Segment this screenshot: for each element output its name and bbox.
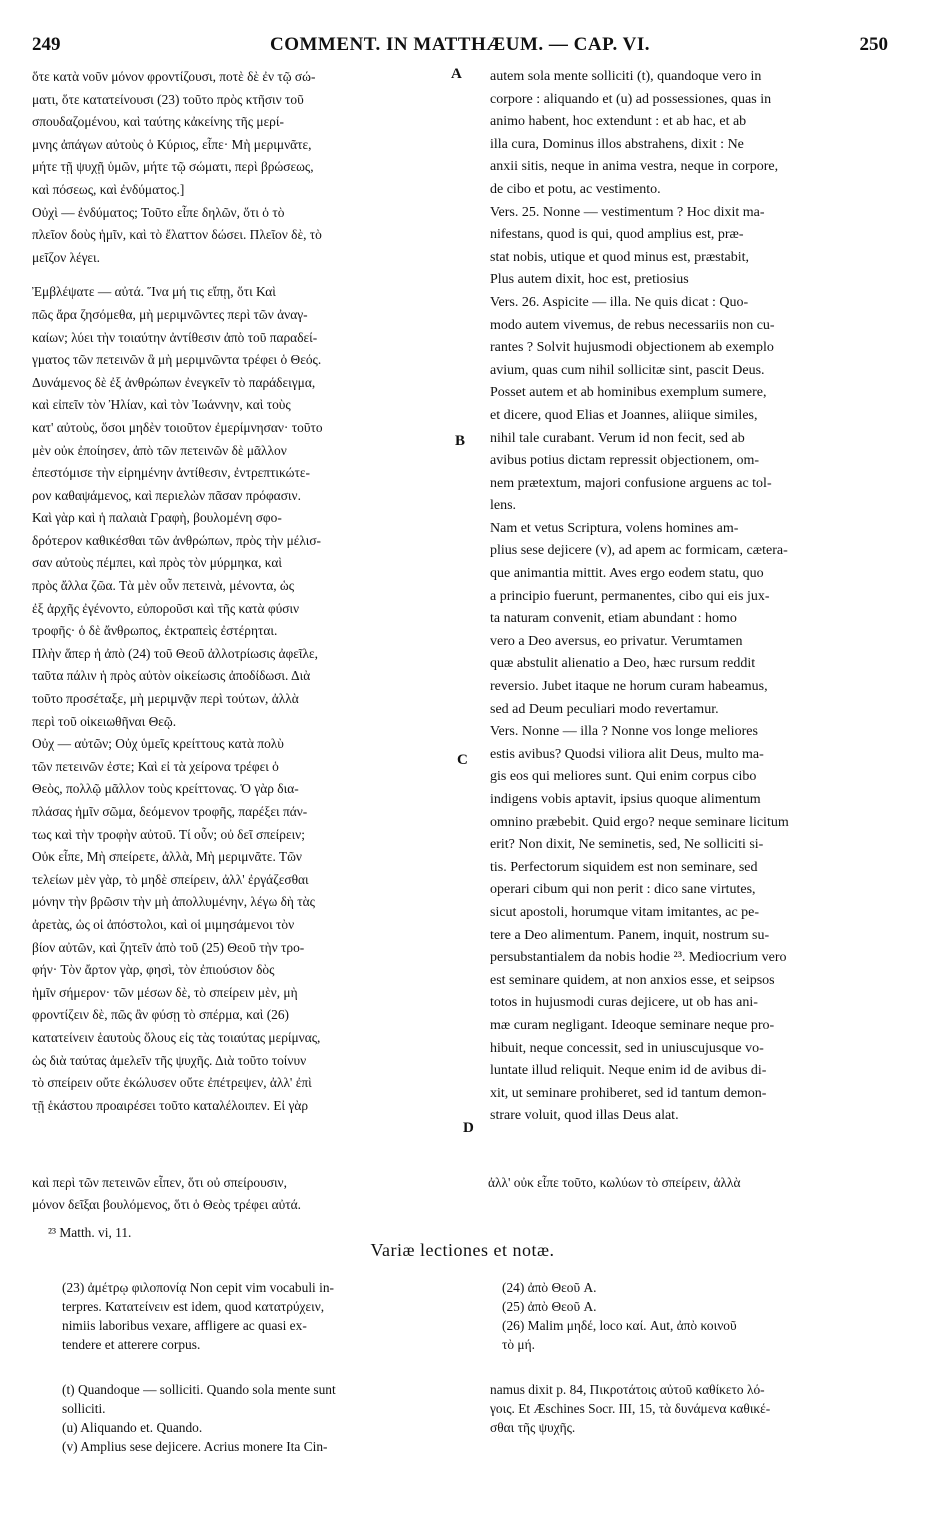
latin-line: estis avibus? Quodsi viliora alit Deus, multo ma-	[490, 746, 764, 762]
note-24: (24) ἀπὸ Θεοῦ A.	[502, 1280, 597, 1295]
latin-line: Vers. 26. Aspicite — illa. Ne quis dicat : Quo-	[490, 294, 749, 310]
greek-line: καὶ εἰπεῖν τὸν Ἠλίαν, καὶ τὸν Ἰωάννην, καὶ τοὺς	[32, 397, 291, 413]
latin-line: avibus potius dictam repressit objectionem, om-	[490, 453, 760, 469]
latin-line: gis eos qui meliores sunt. Qui enim corpus cibo	[490, 769, 757, 785]
latin-line: et dicere, quod Elias et Joannes, aliique similes,	[490, 407, 758, 423]
note-line: (23) ἀμέτρῳ φιλοπονίᾳ Non cepit vim vocabuli in-	[62, 1280, 334, 1295]
greek-line: καὶ πόσεως, καὶ ἐνδύματος.]	[32, 181, 185, 197]
right-page-number: 250	[859, 34, 888, 55]
latin-line: erit? Non dixit, Ne seminetis, sed, Ne solliciti si-	[490, 837, 764, 853]
latin-line: corpore : aliquando et (u) ad possessiones, quas in	[490, 91, 772, 107]
note-line: γοις. Et Æschines Socr. III, 15, τὰ δυνάμενα καθικέ-	[490, 1401, 771, 1416]
greek-line: τως καὶ τὴν τροφὴν αὐτοῦ. Τί οὖν; οὐ δεῖ σπείρειν;	[32, 826, 305, 842]
greek-line: ὡς διὰ ταύτας ἀμελεῖν τῆς ψυχῆς. Διὰ τοῦτο τοίνυν	[32, 1052, 307, 1068]
latin-line: nem prætextum, majori confusione arguens ac tol-	[490, 475, 772, 491]
greek-line: ὅτε κατὰ νοῦν μόνον φροντίζουσι, ποτὲ δὲ ἐν τῷ σώ-	[32, 69, 316, 84]
footnote: ²³ Matth. vi, 11.	[48, 1225, 132, 1240]
note-u: (u) Aliquando et. Quando.	[62, 1420, 203, 1435]
greek-line: Ἐμβλέψατε — αὐτά. Ἵνα μή τις εἴπῃ, ὅτι Καὶ	[32, 284, 276, 300]
note-t: (t) Quandoque — solliciti. Quando sola mente sunt	[62, 1382, 336, 1397]
note-v: (v) Amplius sese dejicere. Acrius monere Ita Cin-	[62, 1439, 328, 1454]
note-23	[62, 1278, 460, 1354]
continuation-second: μόνον δεῖξαι βουλόμενος, ὅτι ὁ Θεὸς τρέφει αὐτά.	[32, 1197, 301, 1212]
greek-line: ματι, ὅτε κατατείνουσι (23) τοῦτο πρὸς κτῆσιν τοῦ	[32, 91, 304, 107]
section-marker-c: C	[457, 752, 468, 768]
greek-line: Πλὴν ἅπερ ἡ ἀπὸ (24) τοῦ Θεοῦ ἀλλοτρίωσις ἀφεῖλε,	[32, 645, 318, 661]
greek-line: κατ' αὐτοὺς, ὅσοι μηδὲν τοιοῦτον ἐμερίμνησαν· τοῦτο	[32, 419, 323, 435]
greek-line: πλάσας ἡμῖν σῶμα, δεόμενον τροφῆς, παρέξει πάν-	[32, 804, 308, 819]
notes-right-cont	[490, 1380, 890, 1437]
latin-line: animo habent, hoc extendunt : et ab hac, et ab	[490, 114, 747, 130]
notes-24-26	[502, 1278, 882, 1354]
greek-line: τοῦτο προσέταξε, μὴ μεριμνᾷν περὶ τούτων, ἀλλὰ	[32, 691, 299, 707]
latin-line: sicut apostoli, horumque vitam imitantes, ac pe-	[490, 904, 760, 920]
latin-line: de cibo et potu, ac vestimento.	[490, 181, 661, 197]
latin-line: nihil tale curabant. Verum id non fecit, sed ab	[490, 430, 745, 446]
note-line: σθαι τῆς ψυχῆς.	[490, 1420, 576, 1435]
latin-line: que animantia mittit. Aves ergo eodem statu, quo	[490, 566, 764, 582]
greek-line: Καὶ γὰρ καὶ ἡ παλαιὰ Γραφὴ, βουλομένη σφο-	[32, 510, 282, 526]
greek-line: μὲν οὐκ ἐποίησεν, ἀπὸ τῶν πετεινῶν δὲ μᾶλλον	[32, 442, 287, 458]
latin-line: nifestans, quod is qui, quod amplius est, præ-	[490, 227, 744, 243]
latin-line: Plus autem dixit, hoc est, pretiosius	[490, 272, 689, 288]
greek-line: σπουδαζομένου, καὶ ταύτης κἀκείνης τῆς μερί-	[32, 114, 284, 130]
greek-line: μόνην τὴν βρῶσιν τὴν μὴ ἀπολλυμένην, λέγω δὴ τὰς	[32, 894, 315, 910]
note-26-cont: τὸ μή.	[502, 1337, 535, 1352]
greek-line: τροφῆς· ὁ δὲ ἄνθρωπος, ἐκτραπεὶς ἐστέρηται.	[32, 623, 278, 639]
latin-line: plius sese dejicere (v), ad apem ac formicam, cætera-	[490, 543, 788, 559]
section-marker-a: A	[451, 66, 462, 82]
greek-line: ἐξ ἀρχῆς ἐγένοντο, εὐποροῦσι καὶ τῆς κατὰ φύσιν	[32, 600, 300, 616]
greek-line: πλεῖον δοὺς ἡμῖν, καὶ τὸ ἔλαττον δώσει. Πλεῖον δὲ, τὸ	[32, 227, 322, 243]
greek-line: ἀρετὰς, ὡς οἱ ἀπόστολοι, καὶ οἱ μιμησάμενοι τὸν	[32, 916, 295, 932]
greek-line: ταῦτα πάλιν ἡ πρὸς αὐτὸν οἰκείωσις ἀποδίδωσι. Διὰ	[32, 668, 311, 684]
latin-line: Nam et vetus Scriptura, volens homines am-	[490, 520, 739, 536]
continuation-right: ἀλλ' οὐκ εἶπε τοῦτο, κωλύων τὸ σπείρειν, ἀλλὰ	[488, 1175, 741, 1190]
greek-line	[32, 269, 457, 281]
greek-line: φήν· Τὸν ἄρτον γὰρ, φησὶ, τὸν ἐπιούσιον δὸς	[32, 962, 275, 978]
section-marker-b: B	[455, 433, 466, 449]
greek-line: ρον καθαψάμενος, καὶ περιελὼν πᾶσαν πρόφασιν.	[32, 487, 301, 503]
note-25: (25) ἀπὸ Θεοῦ A.	[502, 1299, 597, 1314]
greek-line: τὸ σπείρειν οὔτε ἐκώλυσεν οὔτε ἐπέτρεψεν, ἀλλ' ἐπὶ	[32, 1075, 312, 1091]
greek-line: ἐπεστόμισε τὴν εἰρημένην ἀντίθεσιν, ἐντρεπτικώτε-	[32, 465, 310, 481]
latin-line: est seminare quidem, at non anxios esse, et seipsos	[490, 972, 775, 988]
running-header	[32, 34, 888, 58]
note-line: terpres. Κατατείνειν est idem, quod κατατρύχειν,	[62, 1299, 325, 1314]
greek-line: Οὐκ εἶπε, Μὴ σπείρετε, ἀλλὰ, Μὴ μεριμνᾶτε. Τῶν	[32, 849, 302, 865]
notes-t-u-v	[62, 1380, 460, 1456]
note-line: nimiis laboribus vexare, affligere ac quasi ex-	[62, 1318, 307, 1333]
greek-line: τῶν πετεινῶν ἐστε; Καὶ εἰ τὰ χείρονα τρέφει ὁ	[32, 758, 279, 774]
latin-line: omnino præbebit. Quid ergo? neque seminare licitum	[490, 814, 789, 830]
latin-line: lens.	[490, 498, 517, 514]
continuation-left: καὶ περὶ τῶν πετεινῶν εἶπεν, ὅτι οὐ σπείρουσιν,	[32, 1175, 287, 1190]
greek-line: τελείων μὲν γὰρ, τὸ μηδὲ σπείρειν, ἀλλ' ἐργάζεσθαι	[32, 871, 309, 887]
greek-line: φροντίζειν δὲ, πῶς ἂν φύσῃ τὸ σπέρμα, καὶ (26)	[32, 1007, 290, 1023]
latin-line: a principio fuerunt, permanentes, cibo qui eis jux-	[490, 588, 770, 604]
latin-line: luntate illud reliquit. Neque enim id de avibus di-	[490, 1063, 767, 1079]
greek-column	[32, 66, 457, 1117]
greek-line: δρότερον καθικέσθαι τῶν ἀνθρώπων, πρὸς τὴν μέλισ-	[32, 532, 321, 548]
latin-line: operari cibum qui non perit : dico sane virtutes,	[490, 882, 756, 898]
greek-line: κατατείνειν ἑαυτοὺς ὅλους εἰς τὰς τοιαύτας μερίμνας,	[32, 1029, 321, 1045]
greek-line: πῶς ἄρα ζησόμεθα, μὴ μεριμνῶντες περὶ τῶν ἀναγ-	[32, 306, 308, 322]
latin-line: persubstantialem da nobis hodie ²³. Mediocrium vero	[490, 950, 787, 966]
note-line: namus dixit p. 84, Πικροτάτοις αὐτοῦ καθίκετο λό-	[490, 1382, 765, 1397]
latin-line: tere a Deo alimentum. Panem, inquit, nostrum su-	[490, 927, 770, 943]
greek-line: βίον αὐτῶν, καὶ ζητεῖν ἀπὸ τοῦ (25) Θεοῦ τὴν τρο-	[32, 939, 305, 955]
greek-line: σαν αὐτοὺς πέμπει, καὶ πρὸς τὸν μύρμηκα, καὶ	[32, 555, 283, 571]
running-title: COMMENT. IN MATTHÆUM. — CAP. VI.	[270, 34, 650, 55]
greek-line: μνης ἀπάγων αὐτοὺς ὁ Κύριος, εἶπε· Μὴ μεριμνᾶτε,	[32, 136, 312, 152]
greek-line: μήτε τῇ ψυχῇ ὑμῶν, μήτε τῷ σώματι, περὶ βρώσεως,	[32, 159, 314, 175]
note-line: tendere et atterere corpus.	[62, 1337, 201, 1352]
latin-line: modo autem vivemus, de rebus necessariis non cu-	[490, 317, 775, 333]
latin-line: anxii sitis, neque in anima vestra, neque in corpore,	[490, 159, 779, 175]
note-t-cont: solliciti.	[62, 1401, 106, 1416]
greek-line: ἡμῖν σήμερον· τῶν μέσων δὲ, τὸ σπείρειν μὲν, μὴ	[32, 984, 298, 1000]
latin-line: strare voluit, quod illas Deus alat.	[490, 1108, 679, 1124]
greek-line: Οὐχ — αὐτῶν; Οὐχ ὑμεῖς κρείττους κατὰ πολὺ	[32, 736, 284, 752]
greek-line: γματος τῶν πετεινῶν ἃ μὴ μεριμνῶντα τρέφει ὁ Θεός.	[32, 352, 322, 368]
latin-column	[490, 66, 890, 1128]
latin-line: xit, ut seminare prohiberet, sed id tantum demon-	[490, 1085, 767, 1101]
greek-line: Θεὸς, πολλῷ μᾶλλον τοὺς κρείττονας. Ὁ γὰρ δια-	[32, 781, 299, 797]
latin-line: mæ curam negligant. Ideoque seminare neque pro-	[490, 1017, 775, 1033]
greek-line: τῇ ἑκάστου προαιρέσει τοῦτο καταλέλοιπεν. Εἰ γὰρ	[32, 1097, 309, 1113]
latin-line: quæ abstulit alienatio a Deo, hæc rursum reddit	[490, 656, 756, 672]
latin-line: Vers. Nonne — illa ? Nonne vos longe meliores	[490, 724, 758, 740]
latin-line: sed ad Deum peculiari modo revertamur.	[490, 701, 719, 717]
latin-line: stat nobis, utique et quod minus est, præstabit,	[490, 249, 749, 265]
latin-line: illa cura, Dominus illos abstrahens, dixit : Ne	[490, 136, 744, 152]
latin-line: tis. Perfectorum siquidem est non seminare, sed	[490, 859, 758, 875]
section-marker-d: D	[463, 1120, 474, 1136]
latin-line: ta naturam convenit, etiam abundant : homo	[490, 611, 737, 627]
variae-heading: Variæ lectiones et notæ.	[370, 1240, 555, 1260]
greek-line: περὶ τοῦ οἰκειωθῆναι Θεῷ.	[32, 713, 177, 729]
latin-line: totos in hujusmodi curas dejicere, ut ob has ani-	[490, 995, 758, 1011]
latin-line: autem sola mente solliciti (t), quandoque vero in	[490, 69, 762, 84]
greek-line: μεῖζον λέγει.	[32, 249, 100, 265]
greek-line: Δυνάμενος δὲ ἐξ ἀνθρώπων ἐνεγκεῖν τὸ παράδειγμα,	[32, 374, 316, 390]
latin-line: avium, quas cum nihil sollicitæ sint, pascit Deus.	[490, 362, 765, 378]
latin-line: Posset autem et ab hominibus exemplum sumere,	[490, 385, 767, 401]
left-page-number: 249	[32, 34, 61, 55]
latin-line: Vers. 25. Nonne — vestimentum ? Hoc dixit ma-	[490, 204, 765, 220]
greek-line: καίων; λύει τὴν τοιαύτην ἀντίθεσιν ἀπὸ τοῦ παραδεί-	[32, 329, 318, 345]
greek-line: Οὐχὶ — ἐνδύματος; Τοῦτο εἶπε δηλῶν, ὅτι ὁ τὸ	[32, 204, 285, 220]
latin-line: reversio. Jubet itaque ne horum curam habeamus,	[490, 679, 768, 695]
note-26: (26) Malim μηδέ, loco καί. Aut, ἀπὸ κοινοῦ	[502, 1318, 737, 1333]
latin-line: hibuit, neque concessit, sed in uniuscujusque vo-	[490, 1040, 764, 1056]
latin-line: indigens vobis aptavit, ipsius quoque alimentum	[490, 792, 761, 807]
latin-line: vero a Deo aversus, eo privatur. Verumtamen	[490, 633, 743, 649]
latin-line: rantes ? Solvit hujusmodi objectionem ab exemplo	[490, 340, 774, 356]
greek-line: πρὸς ἄλλα ζῶα. Τὰ μὲν οὖν πετεινὰ, μένοντα, ὡς	[32, 578, 295, 594]
